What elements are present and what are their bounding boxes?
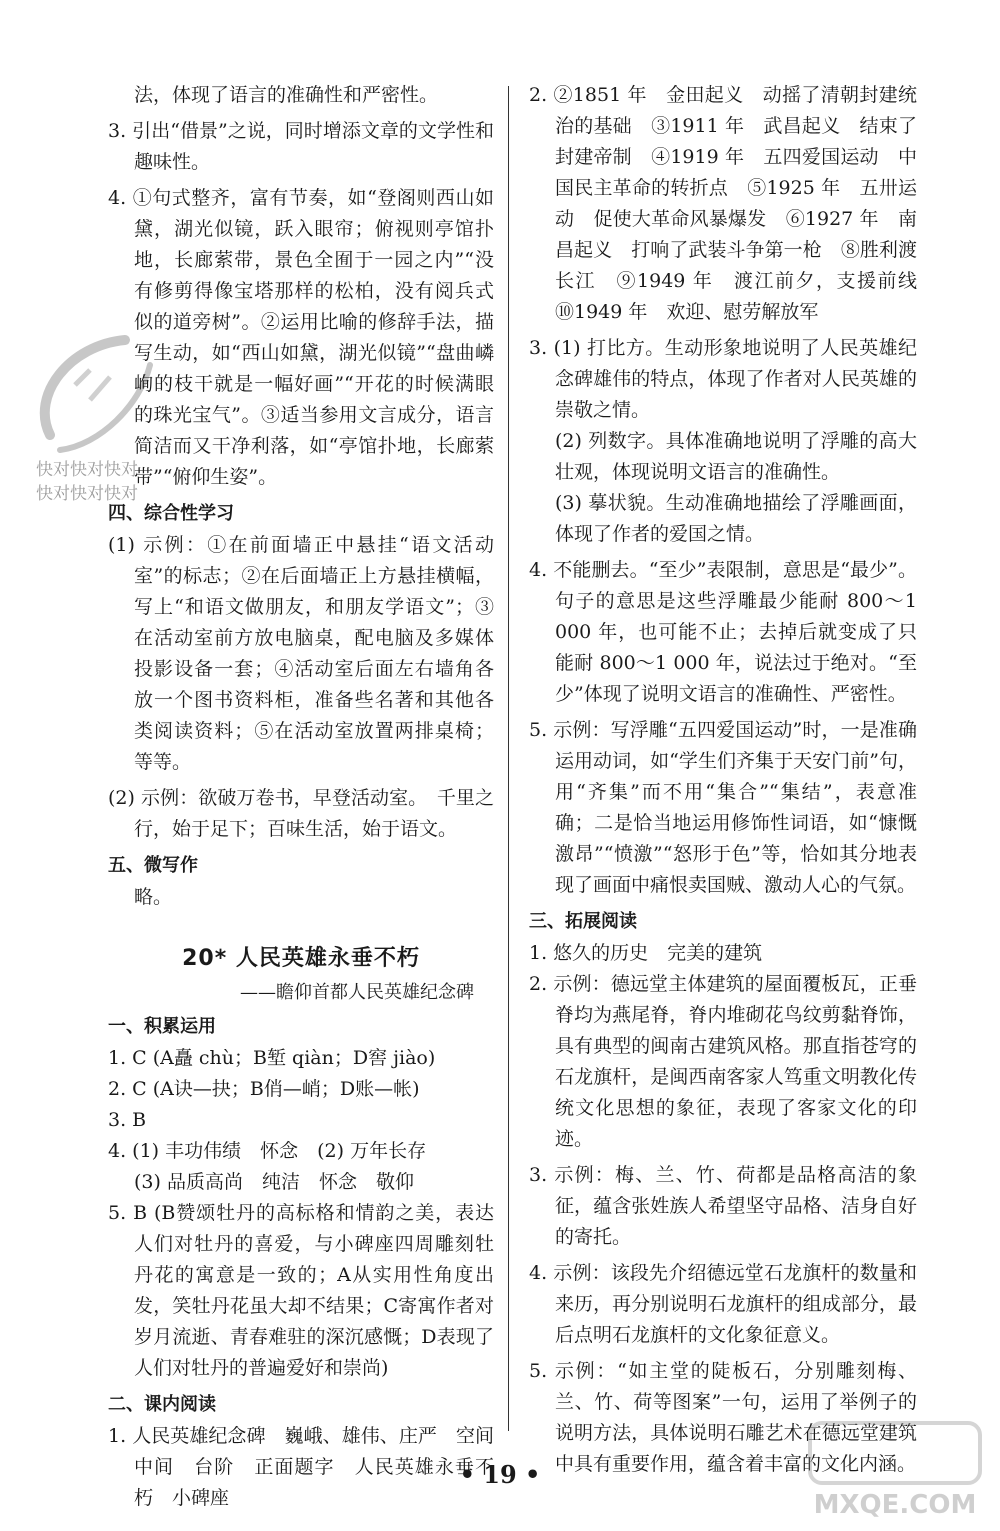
answer-item-4: 4. ①句式整齐，富有节奏，如“登阁则西山如黛，湖光似镜，跃入眼帘；俯视则亭馆扑地，长廊萦带，景色全囿于一园之内”“没有修剪得像宝塔那样的松柏，没有阅兵式似的道旁树”。②运用比喻的修辞手法，描写生动，如“西山如黛，湖光似镜”“盘曲嶙峋的枝干就是一幅好画”“开花的时候满眼的珠光宝气”。③适当参用文言成分，语言简洁而又干净利落，如“亭馆扑地，长廊萦带”“俯仰生姿”。 [108, 187, 494, 488]
answer-3-1: 1. 悠久的历史 完美的建筑 [529, 942, 763, 964]
column-divider [508, 86, 509, 1431]
page-number: • 19 • [459, 1460, 541, 1489]
watermark-line-1: 快对快对快对 [36, 460, 138, 480]
answer-2-3-3: (3) 摹状貌。生动准确地描绘了浮雕画面，体现了作者的爱国之情。 [555, 492, 917, 545]
answer-2-1: 1. 人民英雄纪念碑 巍峨、雄伟、庄严 空间中间 台阶 正面题字 人民英雄永垂不朽 小碑座 [108, 1425, 494, 1509]
answer-3-5: 5. 示例：“如主堂的陡板石，分别雕刻梅、兰、竹、荷等图案”一句，运用了举例子的说明方法，具体说明石雕艺术在德远堂建筑中具有重要作用，蕴含着丰富的文化内涵。 [529, 1360, 917, 1475]
answer-item-3: 3. 引出“借景”之说，同时增添文章的文学性和趣味性。 [108, 120, 494, 173]
paragraph-continuation: 法，体现了语言的准确性和严密性。 [134, 84, 439, 106]
lesson-title-block [108, 943, 494, 975]
left-column [108, 80, 494, 1514]
section-heading-5: 五、微写作 [108, 855, 198, 876]
answer-2-3-2: (2) 列数字。具体准确地说明了浮雕的高大壮观，体现说明文语言的准确性。 [555, 430, 917, 483]
section-heading-1: 一、积累运用 [108, 1016, 216, 1037]
answer-1-2: 2. C (A诀—抉；B俏—峭；D账—帐) [108, 1078, 420, 1100]
answer-1-5: 5. B (B赞颂牡丹的高标格和情韵之美，表达人们对牡丹的喜爱，与小碑座四周雕刻牡丹花的寓意是一致的；A从实用性角度出发，笑牡丹花虽大却不结果；C寄寓作者对岁月流逝、青春难驻的深沉感慨；D表现了人们对牡丹的普遍爱好和崇尚) [108, 1202, 494, 1379]
answer-1-4b: (3) 品质高尚 纯洁 怀念 敬仰 [134, 1171, 414, 1193]
answer-2-2: 2. ②1851 年 金田起义 动摇了清朝封建统治的基础 ③1911 年 武昌起义 结束了封建帝制 ④1919 年 五四爱国运动 中国民主革命的转折点 ⑤1925 年 五卅运动 促使大革命风暴爆发 ⑥1927 年 南昌起义 打响了武装斗争第一枪 ⑧胜利渡长江 ⑨1949 年 渡江前夕，支援前线 ⑩1949 年 欢迎、慰劳解放军 [529, 84, 937, 323]
answer-2-3-1: 3. (1) 打比方。生动形象地说明了人民英雄纪念碑雄伟的特点，体现了作者对人民英雄的崇敬之情。 [529, 337, 917, 421]
answer-1-4a: 4. (1) 丰功伟绩 怀念 (2) 万年长存 [108, 1140, 427, 1162]
watermark-site-logo-icon [800, 1415, 990, 1529]
answer-3-4: 4. 示例：该段先介绍德远堂石龙旗杆的数量和来历，再分别说明石龙旗杆的组成部分，最后点明石龙旗杆的文化象征意义。 [529, 1262, 917, 1346]
answer-2-4: 4. 不能删去。“至少”表限制，意思是“最少”。句子的意思是这些浮雕最少能耐 800～1 000 年，也可能不止；去掉后就变成了只能耐 800～1 000 年，说法过于绝对。“至少”体现了说明文语言的准确性、严密性。 [529, 559, 917, 705]
answer-1-3: 3. B [108, 1109, 147, 1131]
section-heading-4: 四、综合性学习 [108, 503, 234, 524]
lesson-subtitle: ——瞻仰首都人民英雄纪念碑 [240, 982, 474, 1003]
section-heading-2: 二、课内阅读 [108, 1394, 216, 1415]
watermark-line-2: 快对快对快对 [36, 484, 138, 504]
answer-5: 略。 [134, 886, 173, 908]
answer-4-2: (2) 示例：欲破万卷书，早登活动室。 千里之行，始于足下；百味生活，始于语文。 [108, 787, 494, 840]
right-column [529, 80, 937, 1480]
watermark-site-text: MXQE.COM [813, 1490, 977, 1520]
lesson-title: 20* 人民英雄永垂不朽 [182, 946, 420, 971]
answer-2-5: 5. 示例：写浮雕“五四爱国运动”时，一是准确运用动词，如“学生们齐集于天安门前”句，用“齐集”而不用“集合”“集结”，表意准确；二是恰当地运用修饰性词语，如“慷慨激昂”“愤激”“怒形于色”等，恰如其分地表现了画面中痛恨卖国贼、激动人心的气氛。 [529, 719, 917, 896]
answer-4-1: (1) 示例：①在前面墙正中悬挂“语文活动室”的标志；②在后面墙正上方悬挂横幅，写上“和语文做朋友，和朋友学语文”；③在活动室前方放电脑桌，配电脑及多媒体投影设备一套；④活动室后面左右墙角各放一个图书资料柜，准备些名著和其他各类阅读资料；⑤在活动室放置两排桌椅；等等。 [108, 534, 494, 773]
answer-1-1: 1. C (A矗 chù；B堑 qiàn；D窖 jiào) [108, 1047, 436, 1069]
section-heading-3: 三、拓展阅读 [529, 911, 637, 932]
answer-3-3: 3. 示例：梅、兰、竹、荷都是品格高洁的象征，蕴含张姓族人希望坚守品格、洁身自好的寄托。 [529, 1164, 917, 1248]
answer-3-2: 2. 示例：德远堂主体建筑的屋面覆板瓦，正垂脊均为燕尾脊，脊内堆砌花鸟纹剪黏脊饰，具有典型的闽南古建筑风格。那直指苍穹的石龙旗杆，是闽西南客家人笃重文明教化传统文化思想的象征，表现了客家文化的印迹。 [529, 973, 917, 1150]
